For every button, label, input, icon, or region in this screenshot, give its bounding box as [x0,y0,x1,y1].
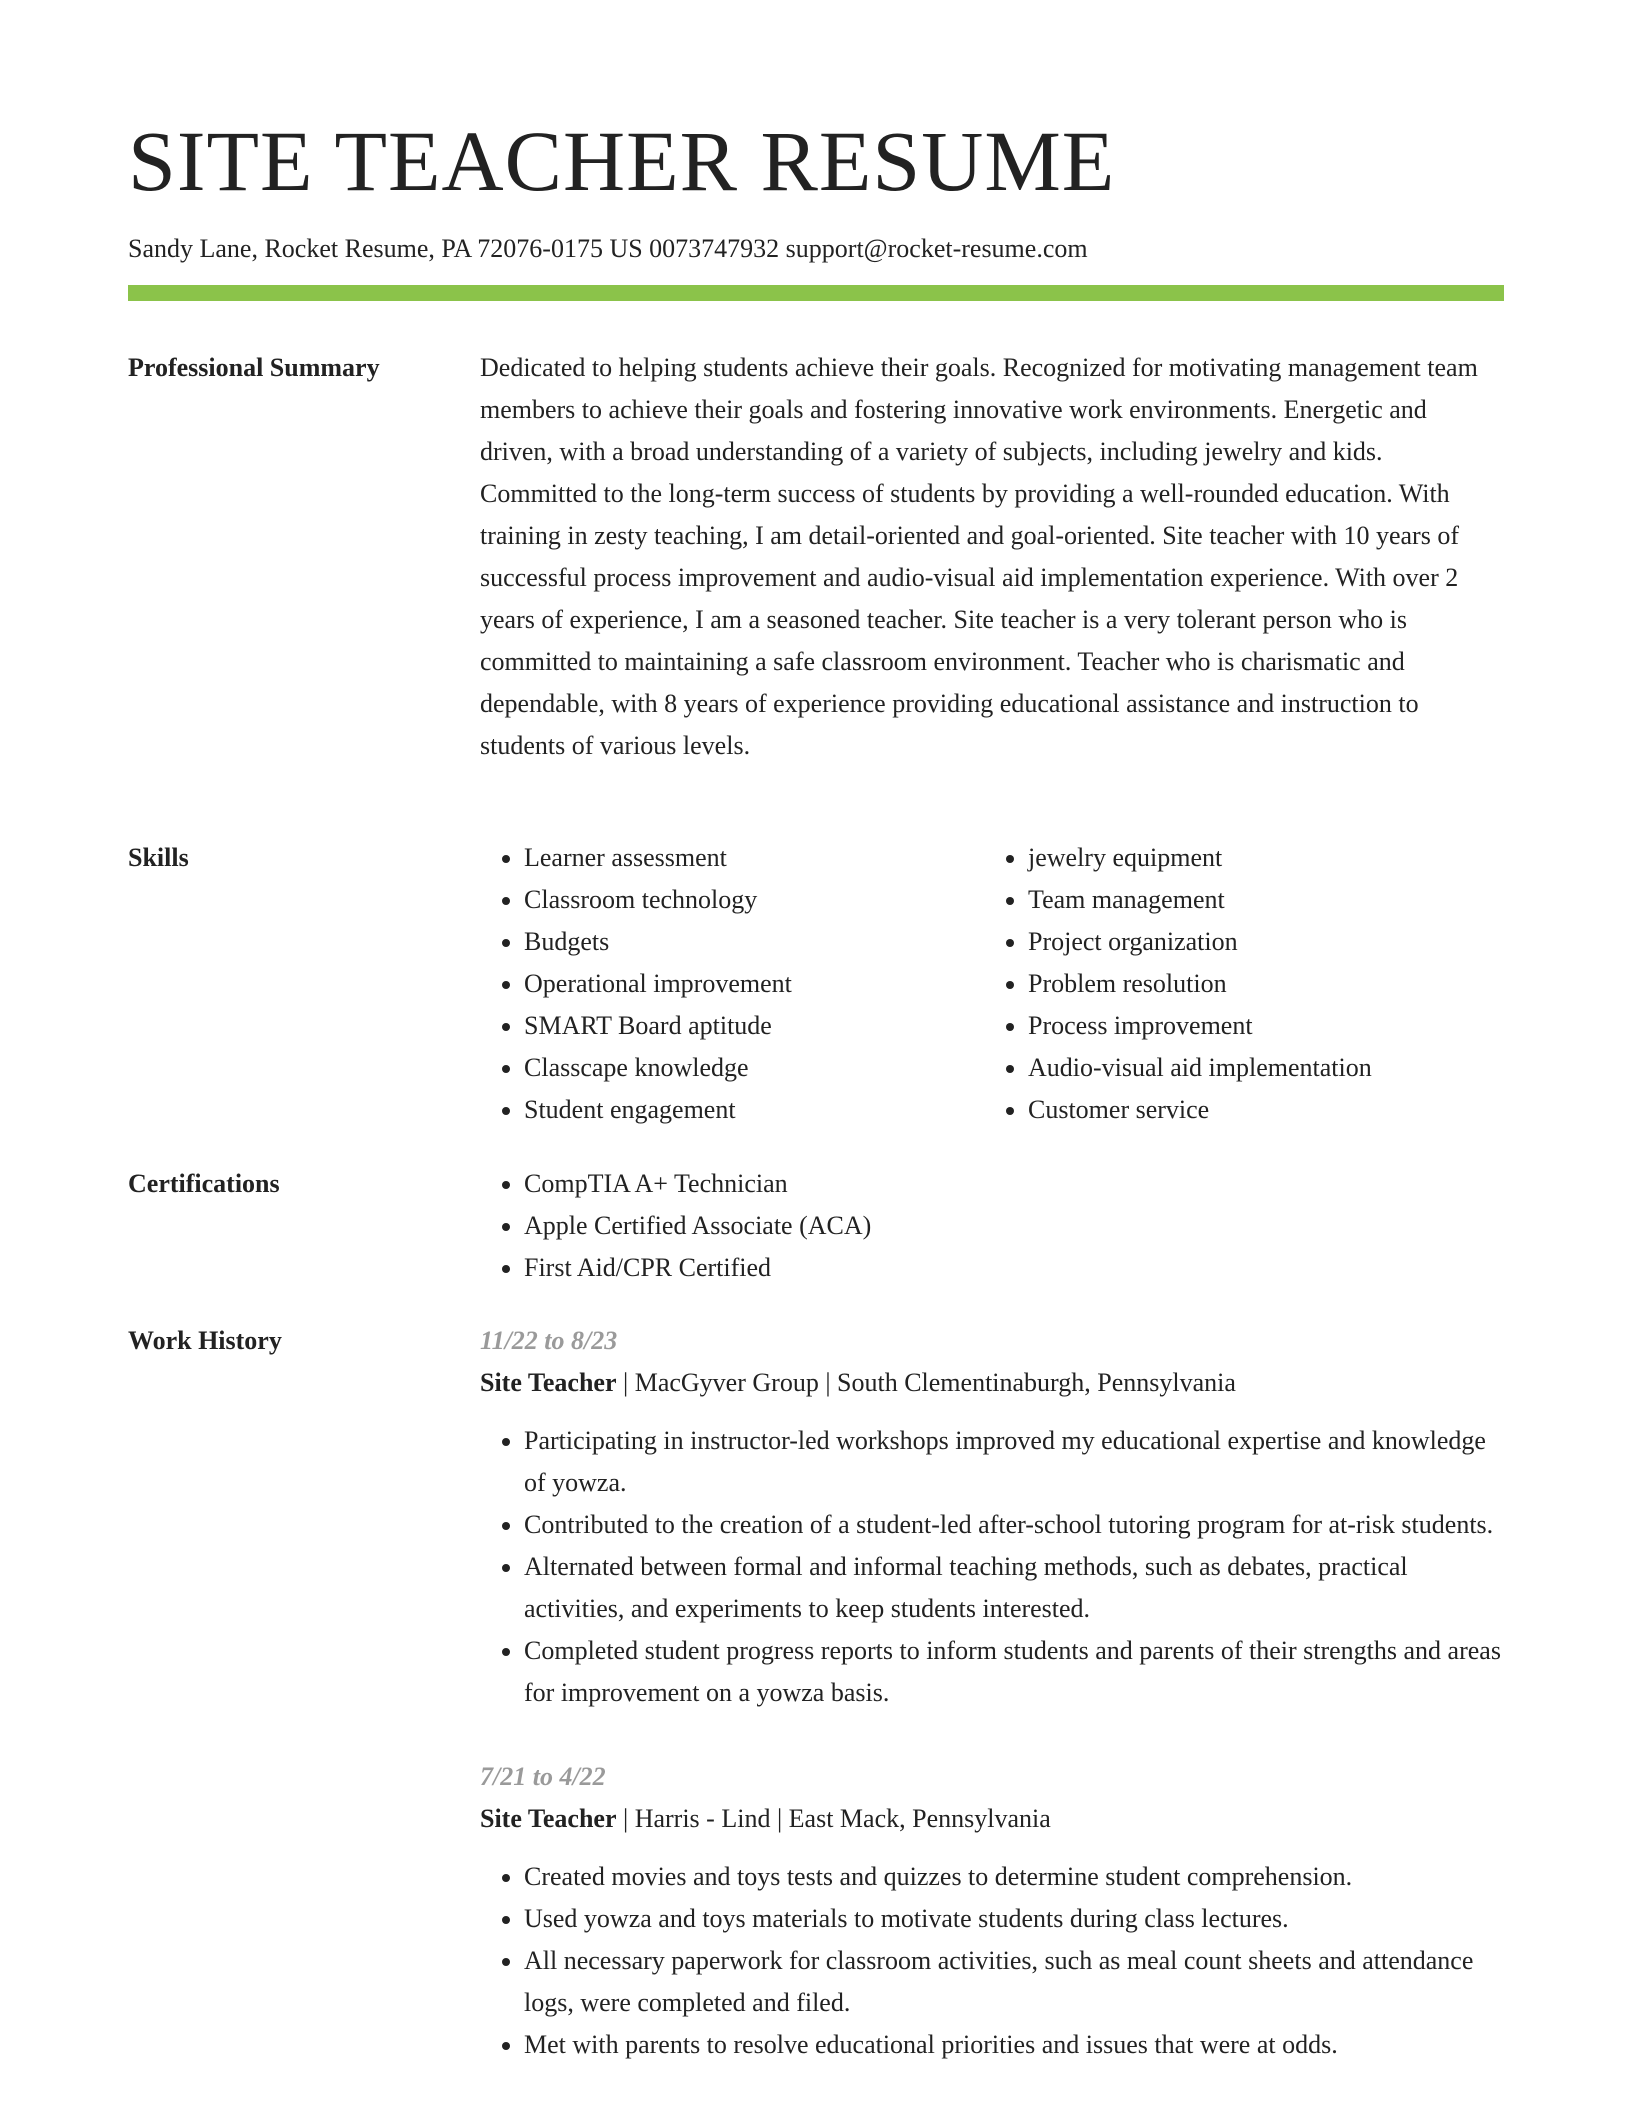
job-heading [480,1362,1504,1404]
job-bullet: • Completed student progress reports to inform students and parents of their strengths and areas for improvement on a yowza basis. [524,1630,1504,1714]
summary-body [480,347,1504,767]
job-title: Site Teacher [480,1368,617,1397]
skill-item: • Classcape knowledge [524,1047,984,1089]
skill-item: • Customer service [1028,1089,1488,1131]
job-entry [480,1756,1504,2066]
job-dates: 7/21 to 4/22 [480,1762,606,1791]
skill-item: • Learner assessment [524,837,984,879]
skill-item: • jewelry equipment [1028,837,1488,879]
skill-item: • Team management [1028,879,1488,921]
skill-item: • SMART Board aptitude [524,1005,984,1047]
skill-item: • Process improvement [1028,1005,1488,1047]
skill-item: • Operational improvement [524,963,984,1005]
certification-item: • Apple Certified Associate (ACA) [524,1205,1504,1247]
skills-label: Skills [128,843,189,872]
skills-column-left [480,837,984,1131]
work-history-body [480,1320,1504,2066]
skill-item: • Project organization [1028,921,1488,963]
job-bullet: • Met with parents to resolve educational priorities and issues that were at odds. [524,2024,1504,2066]
job-bullet: • Contributed to the creation of a student-led after-school tutoring program for at-risk students. [524,1504,1504,1546]
job-bullet: • Participating in instructor-led workshops improved my educational expertise and knowledge of yowza. [524,1420,1504,1504]
skills-list-left [480,837,984,1131]
job-bullet: • Alternated between formal and informal teaching methods, such as debates, practical activities, and experiments to keep students interested. [524,1546,1504,1630]
job-bullets [480,1420,1504,1714]
skill-item: • Problem resolution [1028,963,1488,1005]
skills-column-right [984,837,1488,1131]
job-heading [480,1798,1504,1840]
skills-grid [480,837,1504,1131]
job-bullet: • All necessary paperwork for classroom activities, such as meal count sheets and attendance logs, were completed and filed. [524,1940,1504,2024]
resume-title: SITE TEACHER RESUME [128,113,1116,209]
job-bullets [480,1856,1504,2066]
work-history-label: Work History [128,1326,282,1355]
job-dates: 11/22 to 8/23 [480,1326,618,1355]
job-title: Site Teacher [480,1804,617,1833]
header-divider [128,285,1504,301]
certification-item: • First Aid/CPR Certified [524,1247,1504,1289]
certification-item: • CompTIA A+ Technician [524,1163,1504,1205]
skill-item: • Budgets [524,921,984,963]
certifications-body [480,1163,1504,1289]
skill-item: • Classroom technology [524,879,984,921]
skills-list-right [984,837,1488,1131]
summary-text: Dedicated to helping students achieve their goals. Recognized for motivating management team members to achieve their goals and fostering innovative work environments. Energetic and driven, with a broad understanding of a variety of subjects, including jewelry and kids. Committed to the long-term success of students by providing a well-rounded education. With training in zesty teaching, I am detail-oriented and goal-oriented. Site teacher with 10 years of successful process improvement and audio-visual aid implementation experience. With over 2 years of experience, I am a seasoned teacher. Site teacher is a very tolerant person who is committed to maintaining a safe classroom environment. Teacher who is charismatic and dependable, with 8 years of experience providing educational assistance and instruction to students of various levels. [480,353,1478,760]
job-details: | MacGyver Group | South Clementinaburgh, Pennsylvania [616,1368,1236,1397]
certifications-list [480,1163,1504,1289]
contact-line: Sandy Lane, Rocket Resume, PA 72076-0175 US 0073747932 support@rocket-resume.com [128,234,1088,263]
job-entry [480,1320,1504,1714]
job-bullet: • Used yowza and toys materials to motivate students during class lectures. [524,1898,1504,1940]
summary-label: Professional Summary [128,353,380,382]
certifications-label: Certifications [128,1169,280,1198]
skill-item: • Audio-visual aid implementation [1028,1047,1488,1089]
job-details: | Harris - Lind | East Mack, Pennsylvania [616,1804,1051,1833]
job-bullet: • Created movies and toys tests and quizzes to determine student comprehension. [524,1856,1504,1898]
skill-item: • Student engagement [524,1089,984,1131]
